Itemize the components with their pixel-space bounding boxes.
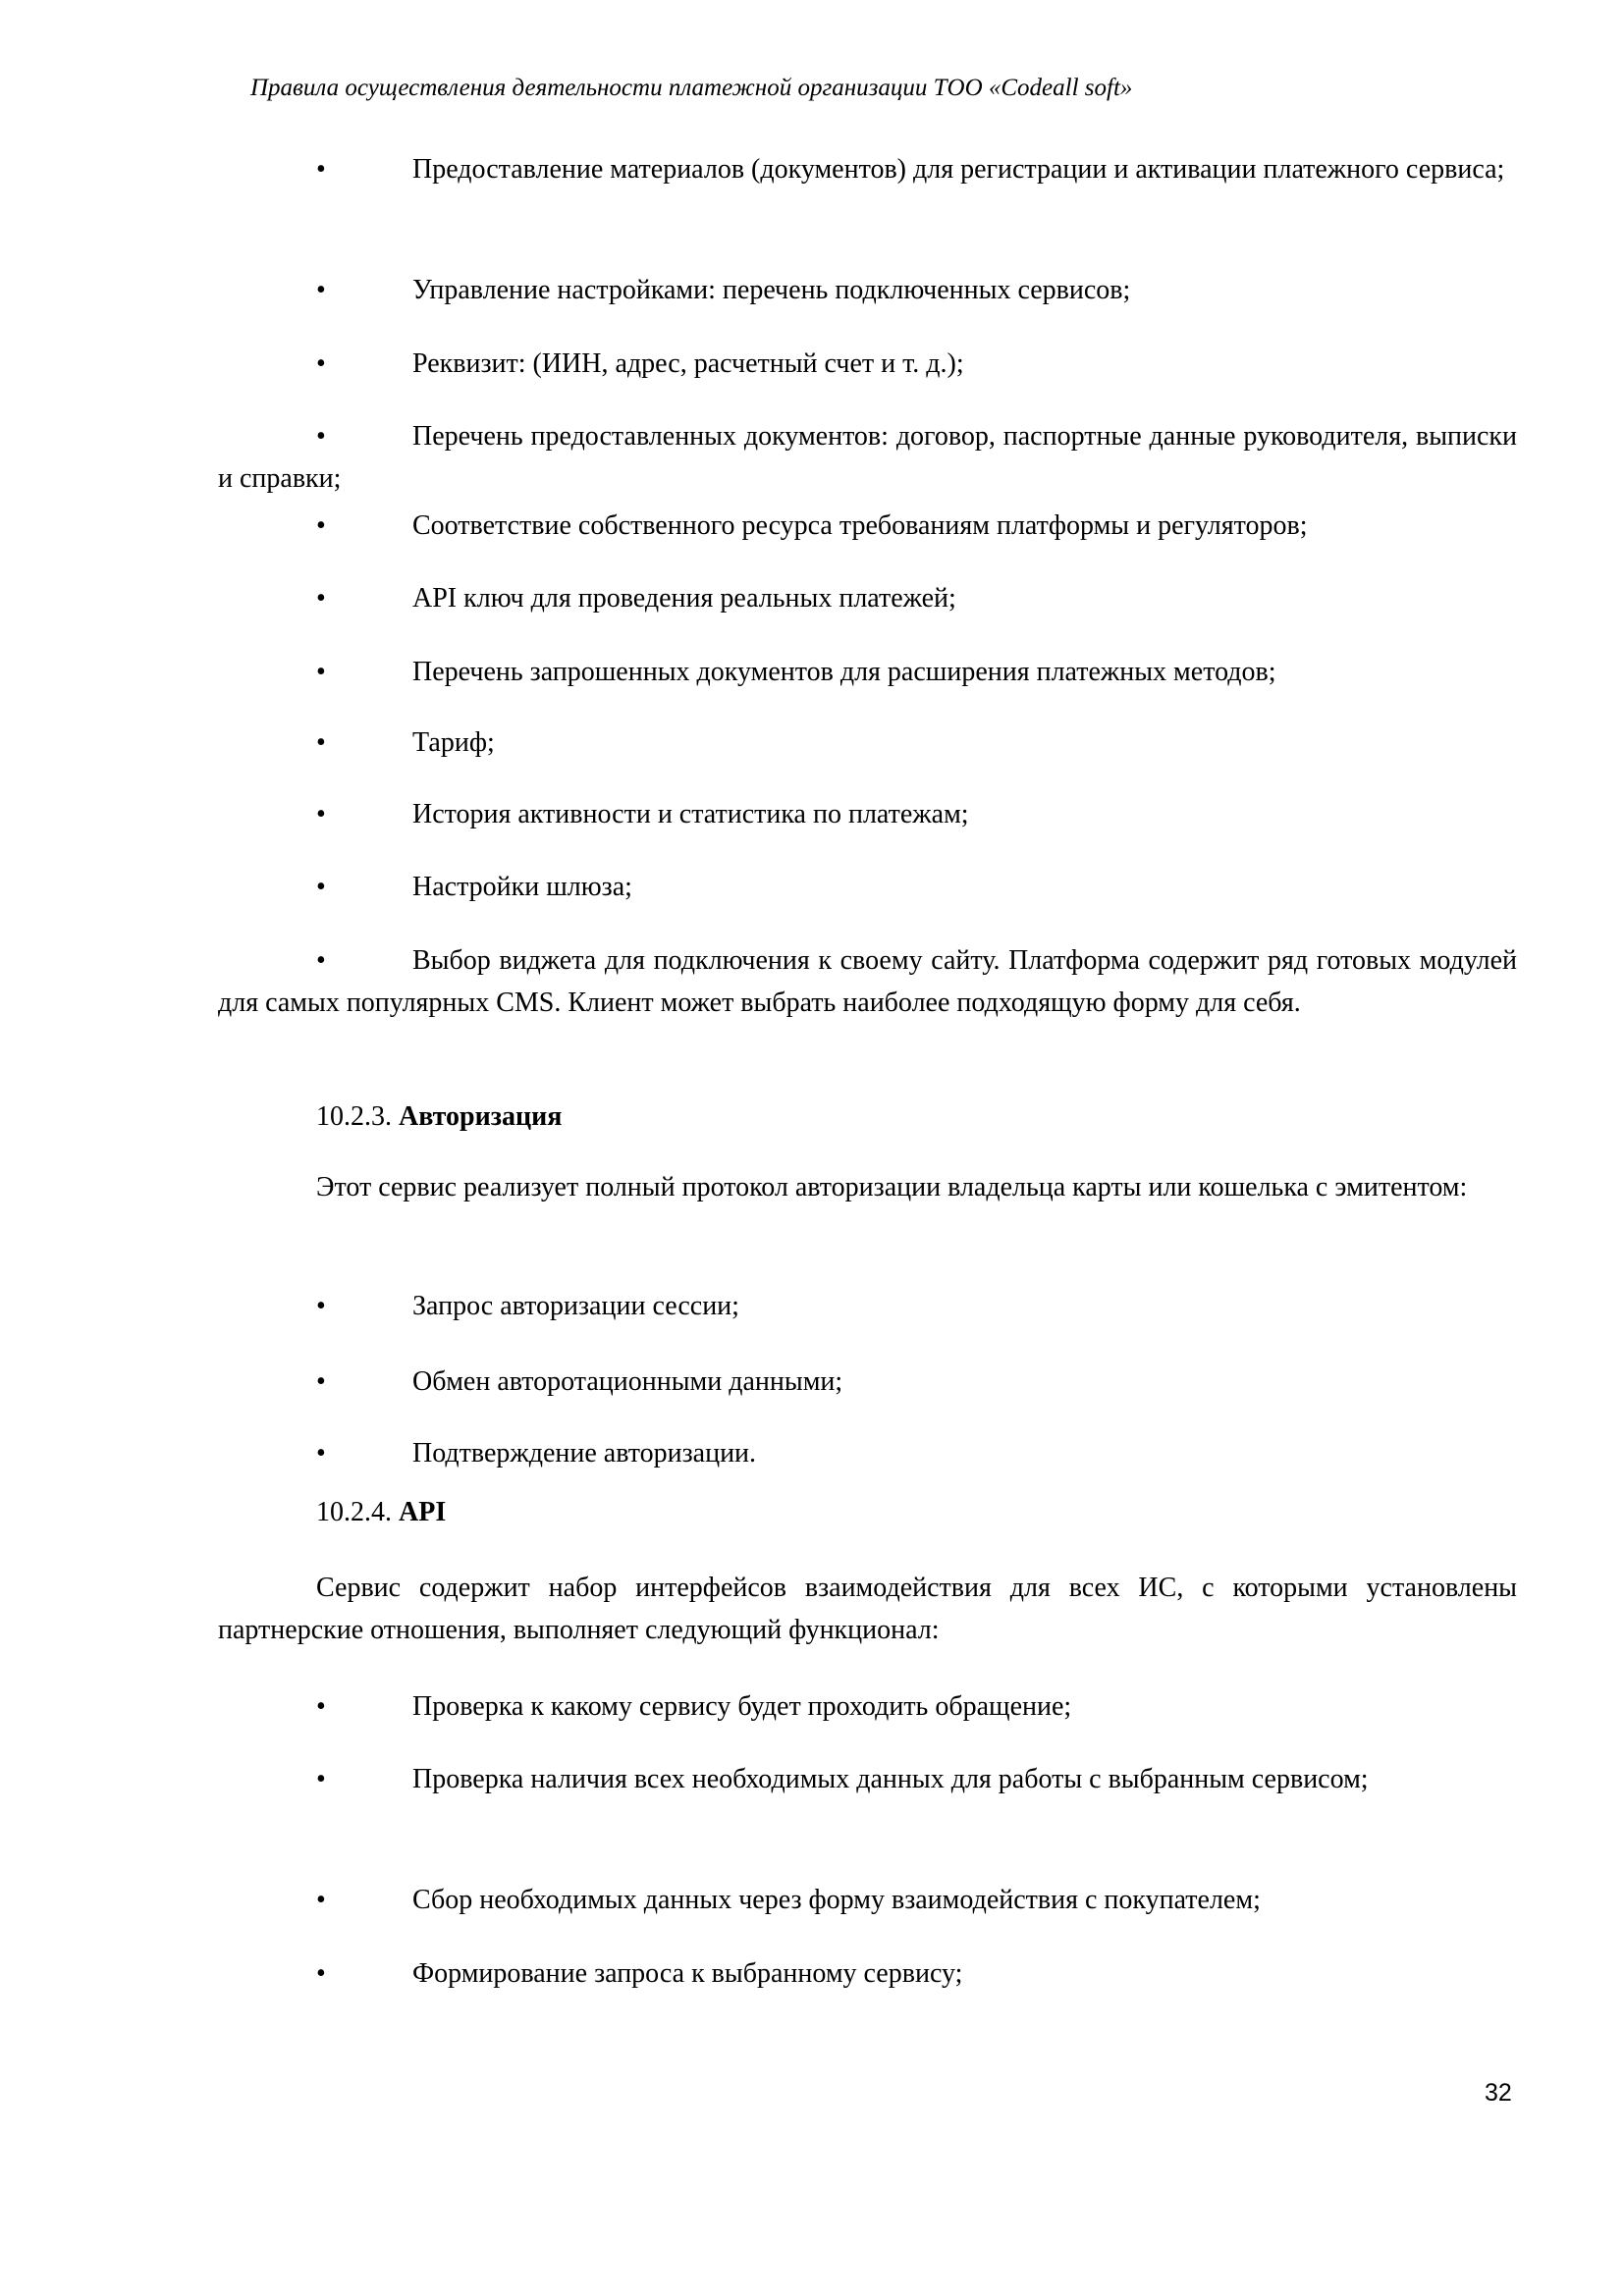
section-title: Авторизация — [399, 1101, 563, 1132]
list-item-text: Тариф; — [412, 727, 495, 758]
list-item — [218, 343, 1517, 385]
list-item-text: Запрос авторизации сессии; — [412, 1291, 739, 1321]
bullet: • — [316, 510, 326, 541]
list-item — [218, 793, 1517, 835]
list-item-text: Реквизит: (ИИН, адрес, расчетный счет и т. д.); — [412, 348, 964, 379]
list-item-text: Обмен авторотационными данными; — [412, 1366, 843, 1397]
list-item — [218, 1952, 1517, 1995]
list-item-text: Перечень запрошенных документов для расширения платежных методов; — [412, 657, 1276, 687]
list-item — [218, 721, 1517, 764]
bullet: • — [316, 872, 326, 902]
list-item — [218, 577, 1517, 619]
bullet: • — [316, 1958, 326, 1989]
section-number: 10.2.3. — [316, 1101, 392, 1132]
section-title: API — [399, 1497, 447, 1527]
list-item — [218, 505, 1517, 547]
bullet: • — [316, 1366, 326, 1397]
list-item — [218, 269, 1517, 311]
list-item-text: Выбор виджета для подключения к своему сайту. Платформа содержит ряд готовых модулей для самых популярных CMS. Клиент может выбрать наиболее подходящую форму для себя. — [218, 945, 1517, 1018]
list-item — [218, 651, 1517, 693]
bullet: • — [316, 657, 326, 687]
bullet: • — [316, 1764, 326, 1794]
list-item-text: Соответствие собственного ресурса требованиям платформы и регуляторов; — [412, 510, 1308, 541]
paragraph: Этот сервис реализует полный протокол авторизации владельца карты или кошелька с эмитентом: — [316, 1172, 1468, 1202]
list-item-text: Сбор необходимых данных через форму взаимодействия с покупателем; — [412, 1885, 1261, 1915]
list-item-text: Настройки шлюза; — [412, 872, 632, 902]
bullet: • — [316, 348, 326, 379]
bullet: • — [316, 799, 326, 829]
list-item-text: Подтверждение авторизации. — [412, 1438, 757, 1468]
section-heading-auth — [218, 1095, 1517, 1138]
bullet: • — [316, 1885, 326, 1915]
bullet: • — [316, 1691, 326, 1722]
paragraph: Сервис содержит набор интерфейсов взаимодействия для всех ИС, с которыми установлены партнерские отношения, выполняет следующий функционал: — [218, 1573, 1517, 1645]
list-item — [218, 148, 1517, 190]
bullet: • — [316, 154, 326, 185]
page-number: 32 — [1485, 2079, 1512, 2107]
bullet: • — [316, 421, 326, 452]
bullet: • — [316, 945, 326, 976]
list-item — [218, 1361, 1517, 1403]
list-item — [218, 1432, 1517, 1474]
bullet: • — [316, 275, 326, 305]
list-item — [218, 1879, 1517, 1921]
list-item-text: Проверка наличия всех необходимых данных для работы с выбранным сервисом; — [412, 1764, 1369, 1794]
list-item — [218, 866, 1517, 908]
list-item — [218, 1758, 1517, 1800]
section-number: 10.2.4. — [316, 1497, 392, 1527]
list-item-text: Формирование запроса к выбранному сервису; — [412, 1958, 963, 1989]
bullet: • — [316, 1291, 326, 1321]
running-header: Правила осуществления деятельности платежной организации ТОО «Codeall soft» — [250, 75, 1133, 101]
list-item-text: Перечень предоставленных документов: договор, паспортные данные руководителя, выписки и справки; — [218, 421, 1517, 494]
list-item-text: История активности и статистика по платежам; — [412, 799, 969, 829]
bullet: • — [316, 583, 326, 614]
bullet: • — [316, 1438, 326, 1468]
list-item-text: API ключ для проведения реальных платежей; — [412, 583, 956, 614]
list-item — [218, 415, 1517, 500]
list-item-text: Управление настройками: перечень подключенных сервисов; — [412, 275, 1131, 305]
bullet: • — [316, 727, 326, 758]
list-item — [218, 939, 1517, 1024]
section-heading-api — [218, 1491, 1517, 1533]
list-item — [218, 1285, 1517, 1327]
list-item-text: Предоставление материалов (документов) для регистрации и активации платежного сервиса; — [412, 154, 1505, 185]
list-item — [218, 1685, 1517, 1728]
list-item-text: Проверка к какому сервису будет проходить обращение; — [412, 1691, 1072, 1722]
